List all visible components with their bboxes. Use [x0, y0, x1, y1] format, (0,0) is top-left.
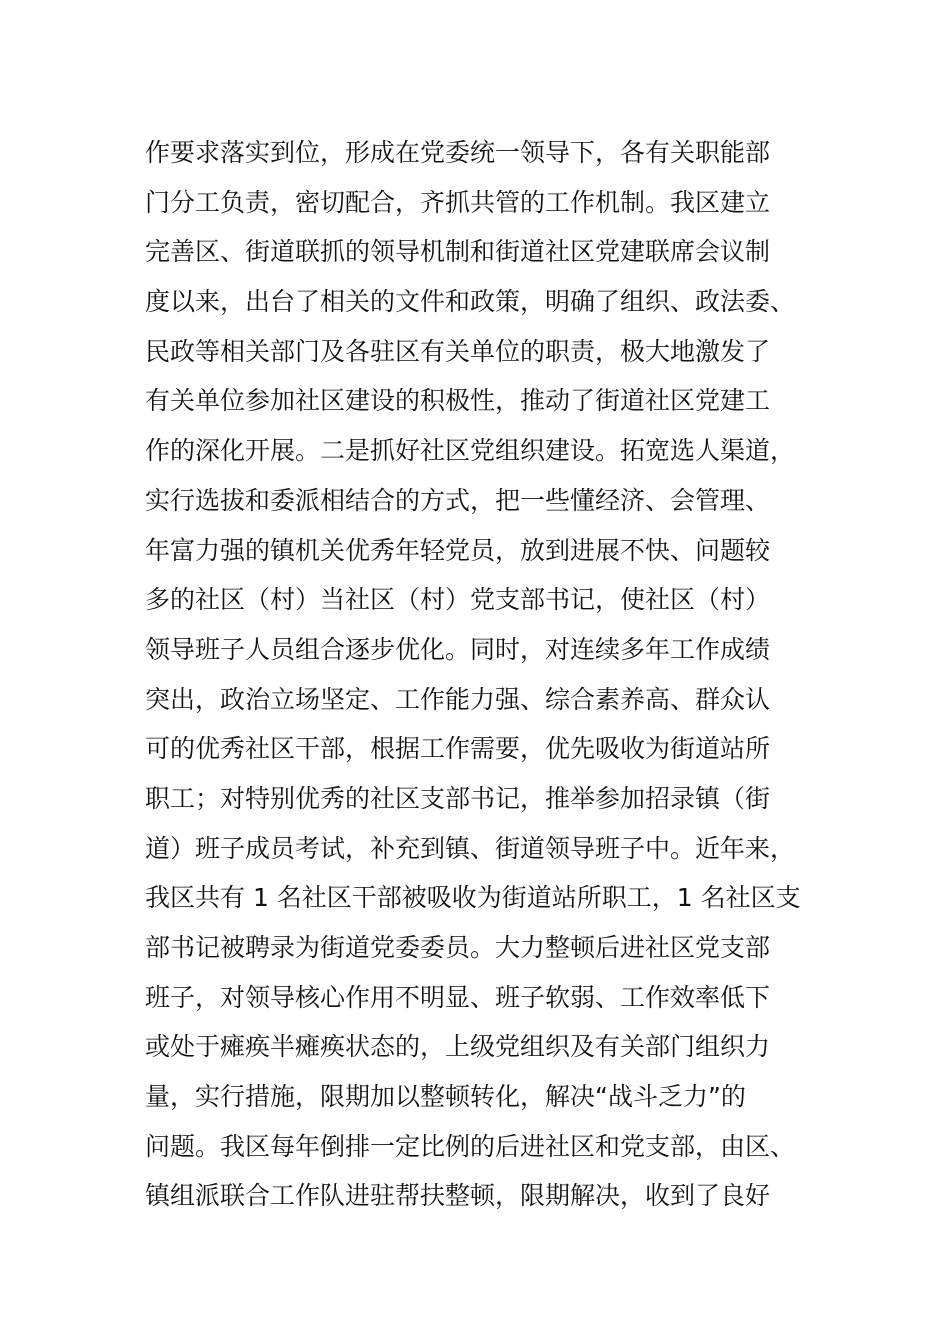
text-line-20: 量，实行措施，限期加以整顿转化，解决“战斗乏力”的 — [145, 1082, 746, 1112]
text-line-7: 作的深化开展。二是抓好社区党组织建设。拓宽选人渠道， — [145, 436, 796, 466]
text-line-3: 完善区、街道联抓的领导机制和街道社区党建联席会议制 — [145, 237, 771, 267]
text-line-9: 年富力强的镇机关优秀年轻党员，放到进展不快、问题较 — [145, 535, 771, 565]
text-line-16: 我区共有 1 名社区干部被吸收为街道站所职工，1 名社区支 — [145, 883, 801, 913]
text-line-15: 道）班子成员考试，补充到镇、街道领导班子中。近年来， — [145, 833, 796, 863]
body-text — [145, 128, 825, 1221]
text-line-12: 突出，政治立场坚定、工作能力强、综合素养高、群众认 — [145, 684, 771, 714]
text-line-21: 问题。我区每年倒排一定比例的后进社区和党支部，由区、 — [145, 1131, 796, 1161]
text-line-2: 门分工负责，密切配合，齐抓共管的工作机制。我区建立 — [145, 187, 771, 217]
text-line-18: 班子，对领导核心作用不明显、班子软弱、工作效率低下 — [145, 982, 771, 1012]
text-line-10: 多的社区（村）当社区（村）党支部书记，使社区（村） — [145, 585, 771, 615]
text-line-6: 有关单位参加社区建设的积极性，推动了街道社区党建工 — [145, 386, 771, 416]
text-line-8: 实行选拔和委派相结合的方式，把一些懂经济、会管理、 — [145, 485, 771, 515]
text-line-14: 职工；对特别优秀的社区支部书记，推举参加招录镇（街 — [145, 783, 771, 813]
text-line-11: 领导班子人员组合逐步优化。同时，对连续多年工作成绩 — [145, 634, 771, 664]
text-line-22: 镇组派联合工作队进驻帮扶整顿，限期解决，收到了良好 — [145, 1181, 771, 1211]
text-line-19: 或处于瘫痪半瘫痪状态的，上级党组织及有关部门组织力 — [145, 1032, 771, 1062]
text-line-1: 作要求落实到位，形成在党委统一领导下，各有关职能部 — [145, 138, 771, 167]
text-line-13: 可的优秀社区干部，根据工作需要，优先吸收为街道站所 — [145, 734, 771, 764]
text-line-17: 部书记被聘录为街道党委委员。大力整顿后进社区党支部 — [145, 933, 771, 962]
text-line-5: 民政等相关部门及各驻区有关单位的职责，极大地激发了 — [145, 336, 771, 366]
text-line-4: 度以来，出台了相关的文件和政策，明确了组织、政法委、 — [145, 287, 796, 317]
